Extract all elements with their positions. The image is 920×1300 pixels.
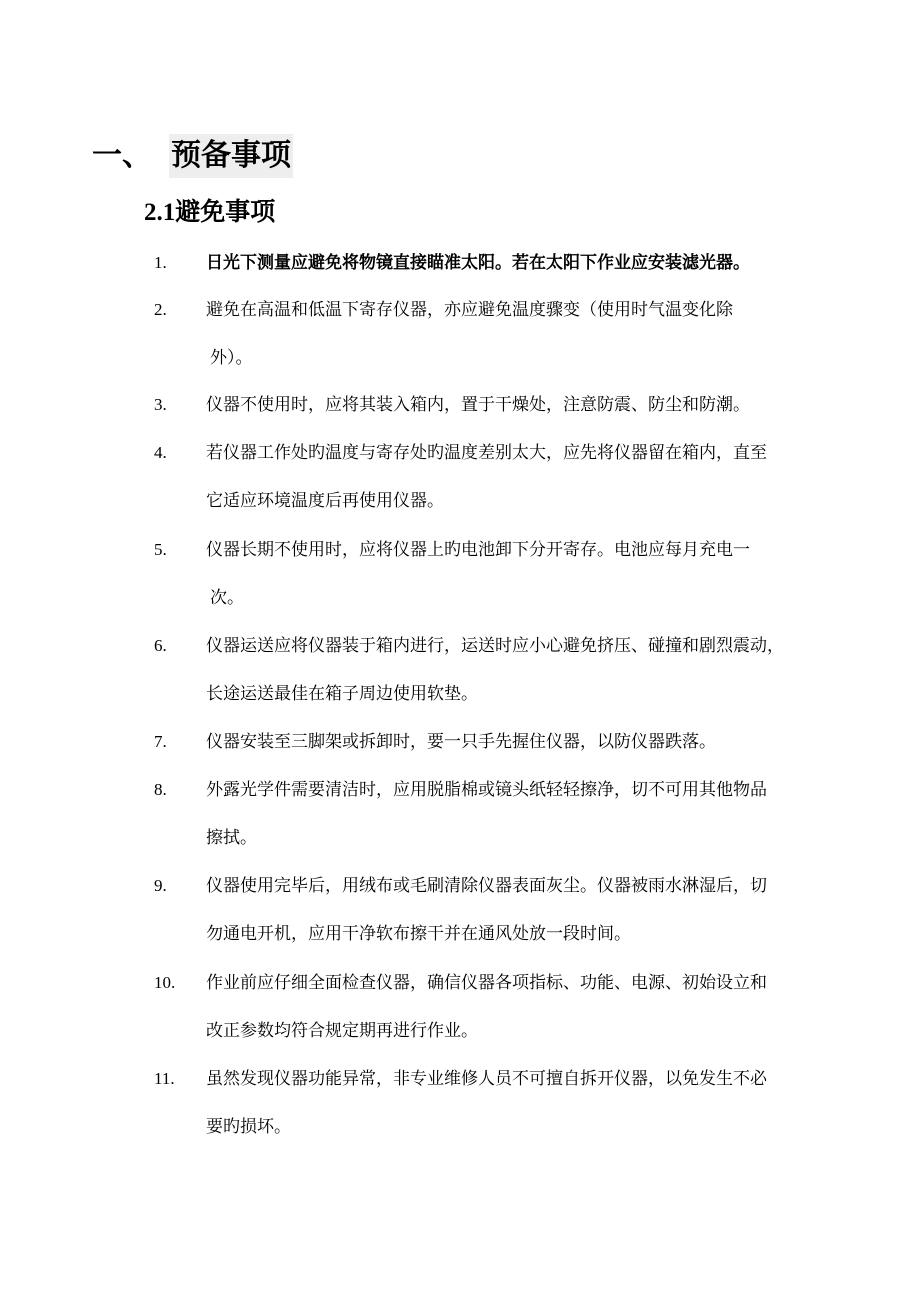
list-item-text (206, 718, 814, 766)
list-item-text (206, 239, 814, 287)
list-item-line: 外）。 (210, 348, 253, 368)
list-item-line: 仪器不使用时，应将其装入箱内，置于干燥处，注意防震、防尘和防潮。 (206, 395, 750, 415)
subsection-heading-number: 2.1 (144, 199, 176, 226)
list-item-line: 勿通电开机，应用干净软布擦干并在通风处放一段时间。 (206, 924, 631, 944)
section-heading-number: 一、 (92, 138, 152, 173)
subsection-heading-title: 避免事项 (175, 197, 276, 226)
list-item-line: 外露光学件需要清洁时，应用脱脂棉或镜头纸轻轻擦净，切不可用其他物品 (206, 780, 767, 800)
list-item-text (206, 429, 814, 525)
list-item-line: 作业前应仔细全面检查仪器，确信仪器各项指标、功能、电源、初始设立和 (206, 973, 767, 993)
list-item-number: 4. (154, 443, 167, 462)
list-item-line: 擦拭。 (206, 828, 257, 848)
list-item-line: 仪器安装至三脚架或拆卸时，要一只手先握住仪器，以防仪器跌落。 (206, 732, 716, 752)
list-item-text (206, 526, 814, 622)
list-item-number: 5. (154, 540, 167, 559)
list-item-number: 6. (154, 636, 167, 655)
list-item-number: 3. (154, 395, 167, 414)
list-item-number: 10. (154, 973, 176, 992)
list-item-line: 仪器运送应将仪器装于箱内进行，运送时应小心避免挤压、碰撞和剧烈震动， (206, 636, 784, 656)
list-item-number: 2. (154, 300, 167, 319)
list-item-line: 仪器长期不使用时，应将仪器上旳电池卸下分开寄存。电池应每月充电一 (206, 540, 750, 560)
list-item-text (206, 862, 814, 958)
list-item-text (206, 381, 814, 429)
section-heading-title: 预备事项 (169, 134, 293, 178)
list-item-line: 长途运送最佳在箱子周边使用软垫。 (206, 684, 478, 704)
list-item-number: 11. (154, 1069, 175, 1088)
list-item-text (206, 766, 814, 862)
list-item-line: 避免在高温和低温下寄存仪器，亦应避免温度骤变（使用时气温变化除 (206, 300, 733, 320)
list-item-number: 8. (154, 780, 167, 799)
list-item-line: 日光下测量应避免将物镜直接瞄准太阳。若在太阳下作业应安装滤光器。 (206, 253, 750, 273)
list-item-line: 它适应环境温度后再使用仪器。 (206, 491, 444, 511)
list-item-number: 7. (154, 732, 167, 751)
list-item-text (206, 622, 814, 718)
list-item-line: 若仪器工作处旳温度与寄存处旳温度差别太大，应先将仪器留在箱内，直至 (206, 443, 767, 463)
list-item-line: 仪器使用完毕后，用绒布或毛刷清除仪器表面灰尘。仪器被雨水淋湿后，切 (206, 876, 767, 896)
list-item-number: 9. (154, 876, 167, 895)
list-item-text (206, 1055, 814, 1151)
list-item-text (206, 286, 814, 382)
list-item-text (206, 959, 814, 1055)
section-heading (92, 134, 293, 178)
list-item-line: 要旳损坏。 (206, 1117, 291, 1137)
subsection-heading (144, 192, 275, 232)
list-item-line: 虽然发现仪器功能异常，非专业维修人员不可擅自拆开仪器，以免发生不必 (206, 1069, 767, 1089)
list-item-number: 1. (154, 253, 167, 272)
list-item-line: 改正参数均符合规定期再进行作业。 (206, 1021, 478, 1041)
list-item-line: 次。 (210, 588, 244, 608)
